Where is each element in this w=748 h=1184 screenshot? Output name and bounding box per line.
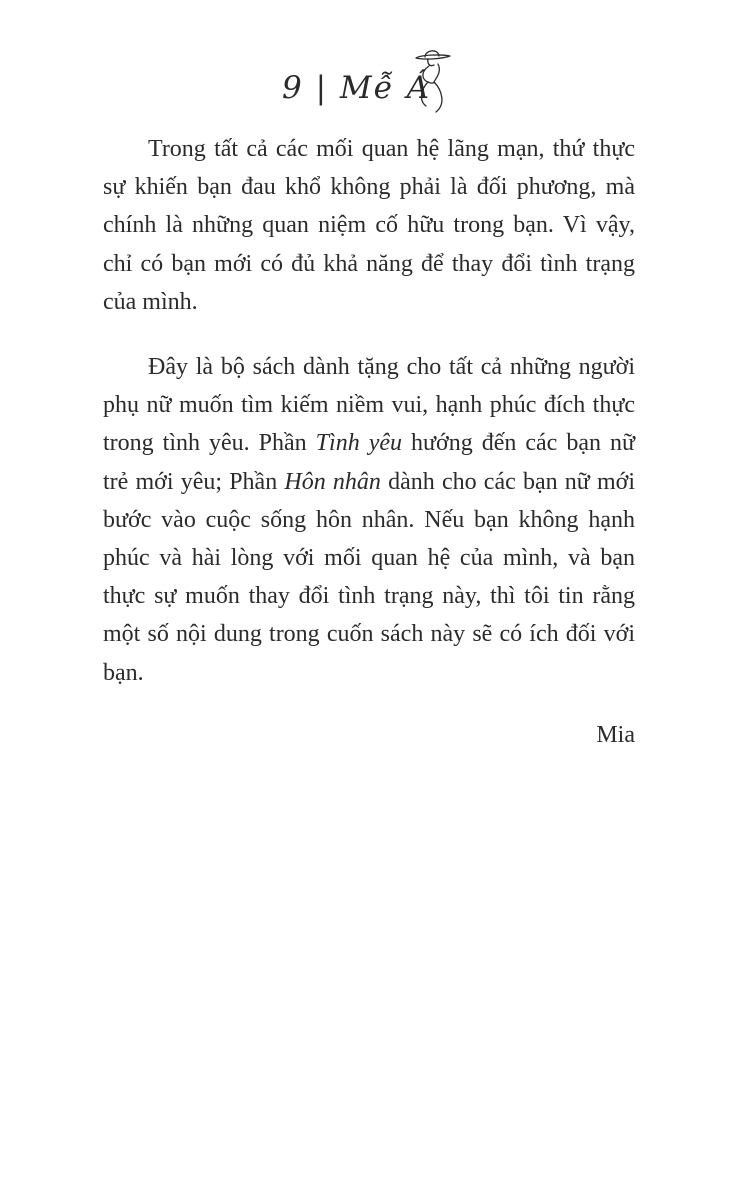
paragraph-2-part-b: hướng đến các bạn nữ trẻ mới yêu; Phần [103,430,635,495]
page-header [270,44,470,116]
paragraph-2 [103,348,635,692]
paragraph-2-part-c: dành cho các bạn nữ mới bước vào cuộc sống hôn nhân. Nếu bạn không hạnh phúc và hài lòng với mối quan hệ của mình, và bạn thực sự muốn thay đổi tình trạng này, thì tôi tin rằng một số nội dung trong cuốn sách này sẽ có ích đối với bạn. [103,468,635,686]
signature: Mia [596,721,635,748]
header-text [282,70,431,106]
paragraph-1: Trong tất cả các mối quan hệ lãng mạn, thứ thực sự khiến bạn đau khổ không phải là đối phương, mà chính là những quan niệm cố hữu trong bạn. Vì vậy, chỉ có bạn mới có đủ khả năng để thay đổi tình trạng của mình. [103,136,635,315]
emphasis-tinh-yeu: Tình yêu [315,430,402,457]
body-text [103,130,635,754]
woman-hat-line-art-icon [412,46,452,114]
page-number: 9 [282,70,304,106]
emphasis-hon-nhan: Hôn nhân [284,468,381,495]
book-title: Mễ Á [339,70,431,106]
paragraph-2-part-a: Đây là bộ sách dành tặng cho tất cả những người phụ nữ muốn tìm kiếm niềm vui, hạnh phúc đích thực trong tình yêu. Phần [103,354,635,457]
header-separator: | [315,70,329,106]
